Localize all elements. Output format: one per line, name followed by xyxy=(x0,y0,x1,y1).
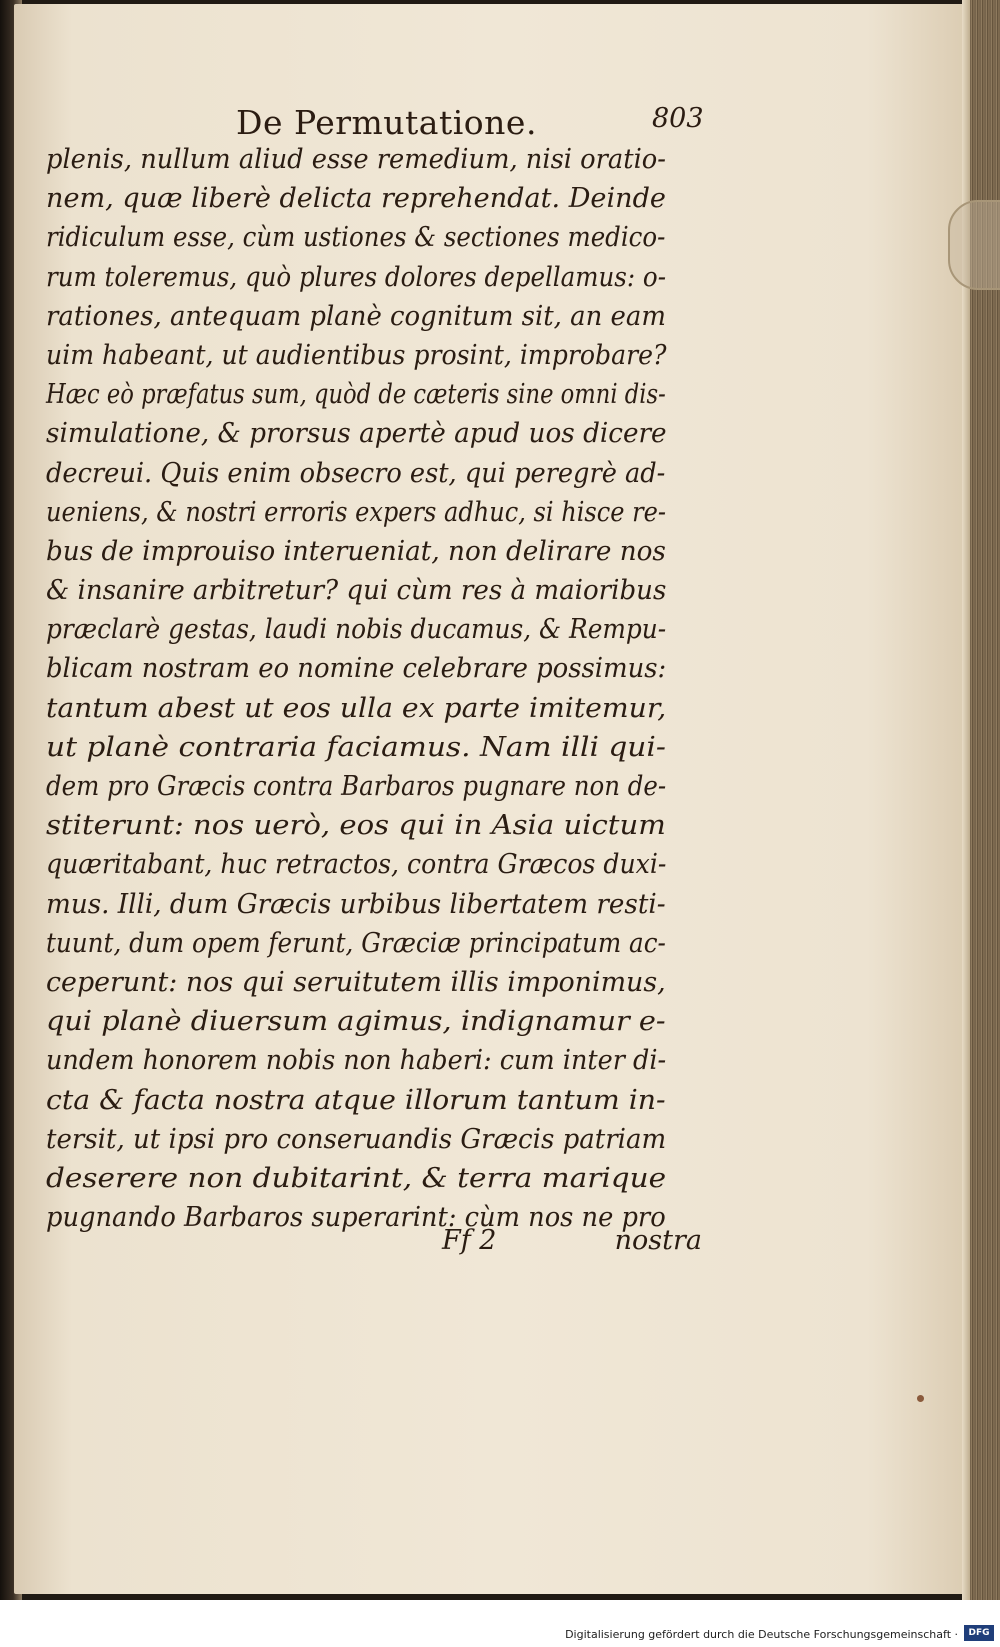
text-line: mus. Illi, dum Græcis urbibus libertatem resti- xyxy=(46,888,666,920)
text-line: tuunt, dum opem ferunt, Græciæ principatum ac- xyxy=(46,927,666,959)
text-line: qui planè diuersum agimus, indignamur e- xyxy=(46,1006,666,1038)
paper-speck xyxy=(917,1395,924,1402)
text-line: cta & facta nostra atque illorum tantum in- xyxy=(46,1084,666,1116)
text-line: bus de improuiso interueniat, non delirare nos xyxy=(46,535,666,567)
text-line: quæritabant, huc retractos, contra Græcos duxi- xyxy=(46,849,667,881)
text-line: ceperunt: nos qui seruitutem illis imponimus, xyxy=(46,966,666,998)
text-line: stiterunt: nos uerò, eos qui in Asia uictum xyxy=(46,810,666,842)
page-number: 803 xyxy=(652,103,704,134)
text-line: nem, quæ liberè delicta reprehendat. Deinde xyxy=(46,183,666,215)
text-line: rationes, antequam planè cognitum sit, an eam xyxy=(46,300,666,332)
text-line: decreui. Quis enim obsecro est, qui peregrè ad- xyxy=(46,457,666,489)
footer-bar xyxy=(0,1600,1000,1647)
text-line: tantum abest ut eos ulla ex parte imitemur, xyxy=(46,692,667,724)
text-line: & insanire arbitretur? qui cùm res à maioribus xyxy=(46,575,667,607)
text-line: ut planè contraria faciamus. Nam illi qui- xyxy=(46,731,666,763)
body-text xyxy=(46,140,706,1237)
text-line: blicam nostram eo nomine celebrare possimus: xyxy=(46,653,667,685)
text-line: undem honorem nobis non haberi: cum inter di- xyxy=(46,1045,667,1077)
text-line: rum toleremus, quò plures dolores depellamus: o- xyxy=(46,261,666,293)
funding-credit: Digitalisierung gefördert durch die Deutsche Forschungsgemeinschaft · xyxy=(565,1628,958,1641)
running-head: De Permutatione. xyxy=(236,103,537,142)
signature-mark: Ff 2 xyxy=(442,1225,497,1256)
fore-edge-clip xyxy=(948,200,1000,290)
catchword: nostra xyxy=(614,1225,702,1256)
text-line: Hæc eò præfatus sum, quòd de cæteris sine omni dis- xyxy=(46,379,666,411)
dfg-logo: DFG xyxy=(964,1625,994,1641)
text-line: simulatione, & prorsus apertè apud uos dicere xyxy=(46,418,667,450)
text-line: ueniens, & nostri erroris expers adhuc, si hisce re- xyxy=(46,496,666,528)
text-line: deserere non dubitarint, & terra marique xyxy=(46,1162,667,1194)
text-line: ridiculum esse, cùm ustiones & sectiones medico- xyxy=(46,222,666,254)
text-line: pugnando Barbaros superarint: cùm nos ne pro xyxy=(46,1202,666,1234)
text-line: tersit, ut ipsi pro conseruandis Græcis patriam xyxy=(46,1123,667,1155)
text-line: uim habeant, ut audientibus prosint, improbare? xyxy=(46,339,667,371)
text-line: dem pro Græcis contra Barbaros pugnare non de- xyxy=(46,771,667,802)
text-line: præclarè gestas, laudi nobis ducamus, & Rempu- xyxy=(46,614,667,646)
catchline xyxy=(442,1225,702,1265)
text-line: plenis, nullum aliud esse remedium, nisi oratio- xyxy=(46,144,666,175)
